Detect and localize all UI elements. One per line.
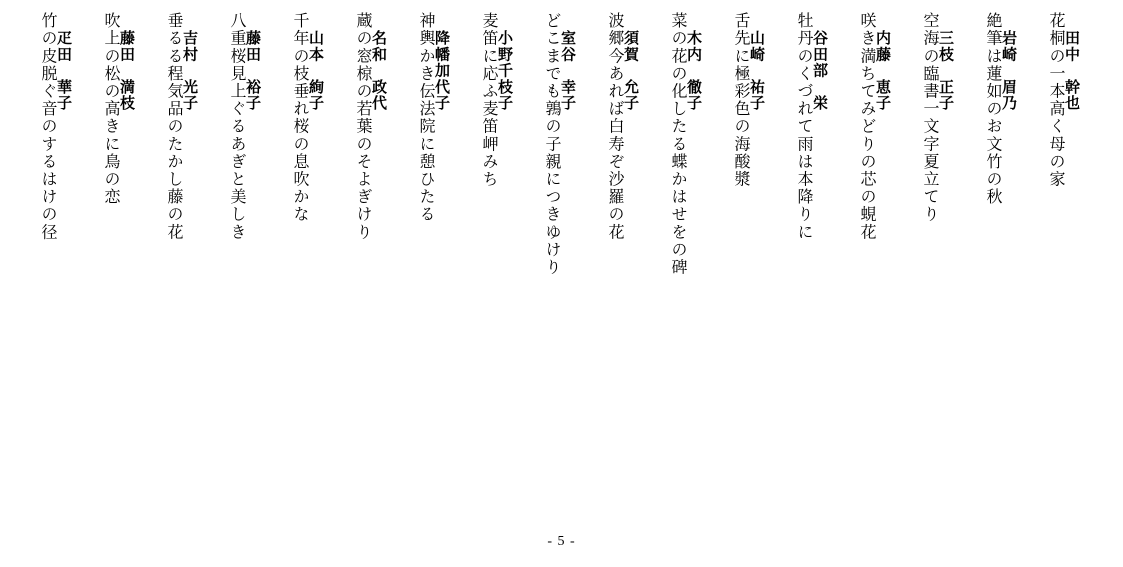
author-name: 山崎 祐子 [748,30,766,111]
haiku-text: 麦笛に応ふ麦笛岬みち [480,12,499,188]
author-name: 藤田 裕子 [244,30,262,111]
haiku-entry [859,12,890,492]
haiku-entry [355,12,386,492]
haiku-entry [922,12,953,492]
haiku-text: どこまでも鶉の子親につきゆけり [543,12,562,276]
author-name: 三枝 正子 [937,30,955,111]
haiku-text: 千年の枝垂れ桜の息吹かな [291,12,310,224]
author-name: 内藤 恵子 [874,30,892,111]
author-name: 室谷 幸子 [559,30,577,111]
haiku-text: 牡丹のくづれて雨は本降りに [795,12,814,241]
author-name: 谷田部 栄 [811,30,829,111]
haiku-text: 咲き満ちてみどりの芯の蜆花 [858,12,877,241]
haiku-entry [40,12,71,492]
haiku-entry [670,12,701,492]
haiku-entry [418,12,449,492]
author-name: 降幡加代子 [433,30,451,111]
haiku-list [40,12,1079,492]
author-name: 須賀 允子 [622,30,640,111]
author-name: 疋田 華子 [55,30,73,111]
author-name: 小野千枝子 [496,30,514,111]
haiku-text: 竹の皮脱ぐ音のするはけの径 [39,12,58,241]
haiku-text: 舌先に極彩色の海酸漿 [732,12,751,188]
haiku-entry [985,12,1016,492]
haiku-entry [796,12,827,492]
page-number: - 5 - [547,534,576,549]
haiku-text: 蔵の窓椋の若葉のそよぎけり [354,12,373,241]
haiku-entry [166,12,197,492]
author-name: 名和 政代 [370,30,388,111]
haiku-entry [292,12,323,492]
haiku-entry [607,12,638,492]
haiku-text: 垂るる程気品のたかし藤の花 [165,12,184,241]
haiku-text: 菜の花の化したる蝶かはせをの碑 [669,12,688,276]
haiku-entry [544,12,575,492]
haiku-text: 絶筆は蓮如のお文竹の秋 [984,12,1003,206]
haiku-text: 神輿かき伝法院に憩ひたる [417,12,436,224]
haiku-entry [229,12,260,492]
haiku-entry [103,12,134,492]
haiku-text: 八重桜見上ぐるあぎと美しき [228,12,247,241]
author-name: 木内 徹子 [685,30,703,111]
haiku-text: 花桐の一本高く母の家 [1047,12,1066,188]
haiku-text: 波郷今あれば白寿ぞ沙羅の花 [606,12,625,241]
haiku-text: 空海の臨書一文字夏立てり [921,12,940,224]
author-name: 岩崎 眉乃 [1000,30,1018,111]
haiku-entry [1048,12,1079,492]
haiku-text: 吹上の松の高きに鳥の恋 [102,12,121,206]
haiku-entry [481,12,512,492]
author-name: 吉村 光子 [181,30,199,111]
haiku-entry [733,12,764,492]
author-name: 田中 幹也 [1063,30,1081,111]
author-name: 藤田 満枝 [118,30,136,111]
author-name: 山本 絢子 [307,30,325,111]
